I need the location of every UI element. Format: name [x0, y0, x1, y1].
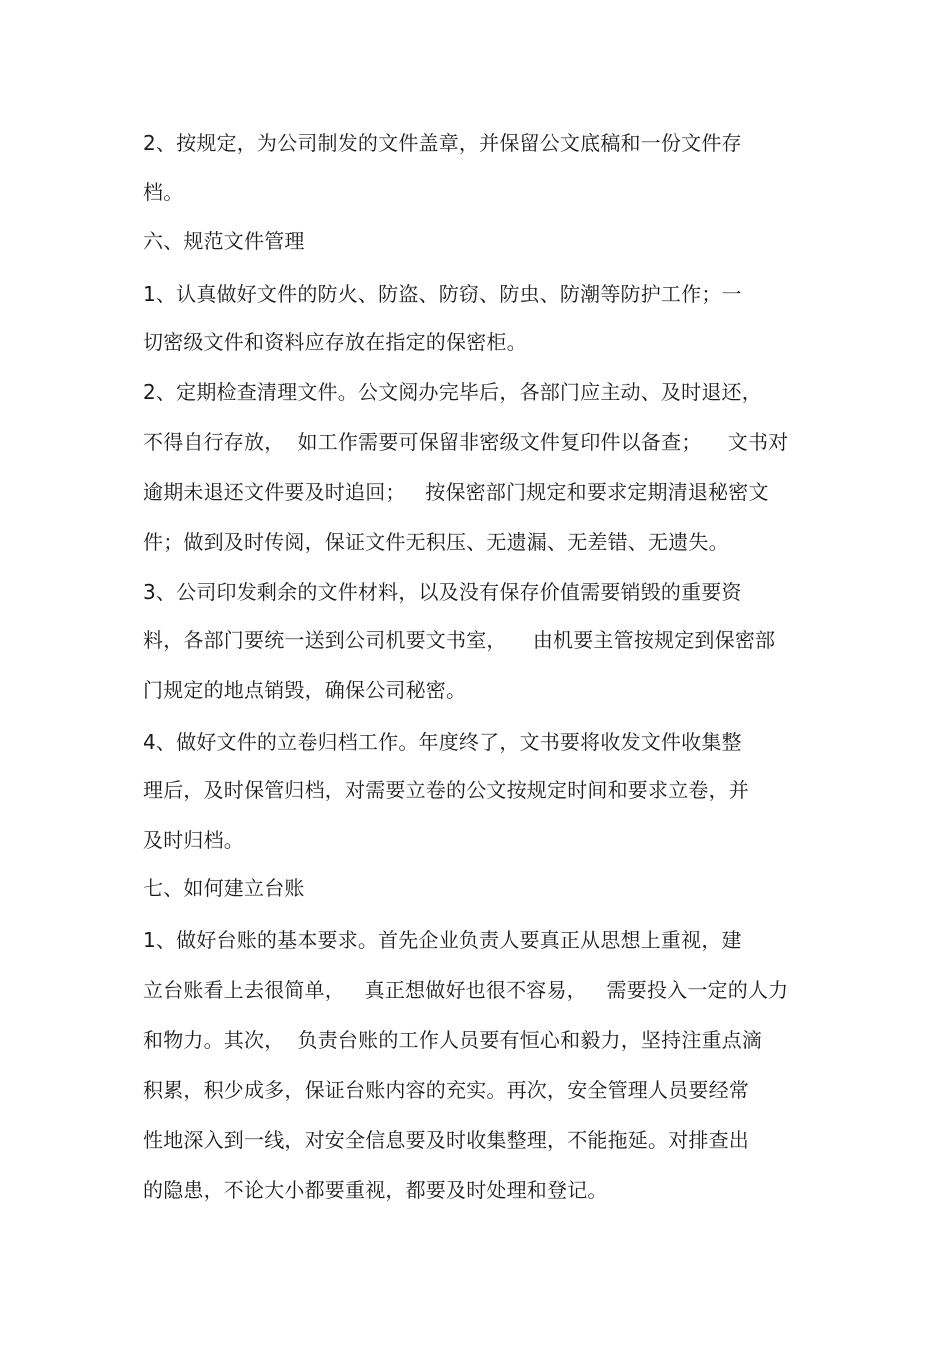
text-line: 理后，及时保管归档，对需要立卷的公文按规定时间和要求立卷，并	[143, 778, 749, 802]
text-line: 立台账看上去很简单， 真正想做好也很不容易， 需要投入一定的人力	[143, 978, 789, 1002]
text-line: 2、定期检查清理文件。公文阅办完毕后，各部门应主动、及时退还，	[143, 380, 762, 404]
text-line: 4、做好文件的立卷归档工作。年度终了，文书要将收发文件收集整	[143, 730, 742, 754]
text-line: 2、按规定，为公司制发的文件盖章，并保留公文底稿和一份文件存	[143, 131, 742, 155]
text-line: 门规定的地点销毁，确保公司秘密。	[143, 678, 467, 702]
text-line: 档。	[143, 180, 184, 204]
text-line: 1、做好台账的基本要求。首先企业负责人要真正从思想上重视，建	[143, 928, 742, 952]
text-line: 逾期未退还文件要及时追回； 按保密部门规定和要求定期清退秘密文	[143, 480, 769, 504]
section-heading: 六、规范文件管理	[143, 229, 305, 253]
text-line: 的隐患，不论大小都要重视，都要及时处理和登记。	[143, 1178, 608, 1202]
text-line: 不得自行存放， 如工作需要可保留非密级文件复印件以备查； 文书对	[143, 430, 789, 454]
text-line: 切密级文件和资料应存放在指定的保密柜。	[143, 330, 527, 354]
text-line: 1、认真做好文件的防火、防盗、防窃、防虫、防潮等防护工作；一	[143, 282, 742, 306]
text-line: 料，各部门要统一送到公司机要文书室， 由机要主管按规定到保密部	[143, 628, 776, 652]
section-heading: 七、如何建立台账	[143, 876, 305, 900]
text-line: 积累，积少成多，保证台账内容的充实。再次，安全管理人员要经常	[143, 1078, 749, 1102]
text-line: 件；做到及时传阅，保证文件无积压、无遗漏、无差错、无遗失。	[143, 530, 729, 554]
text-line: 3、公司印发剩余的文件材料，以及没有保存价值需要销毁的重要资	[143, 580, 742, 604]
text-line: 及时归档。	[143, 828, 244, 852]
text-line: 和物力。其次， 负责台账的工作人员要有恒心和毅力，坚持注重点滴	[143, 1028, 763, 1052]
text-line: 性地深入到一线，对安全信息要及时收集整理，不能拖延。对排查出	[143, 1128, 749, 1152]
